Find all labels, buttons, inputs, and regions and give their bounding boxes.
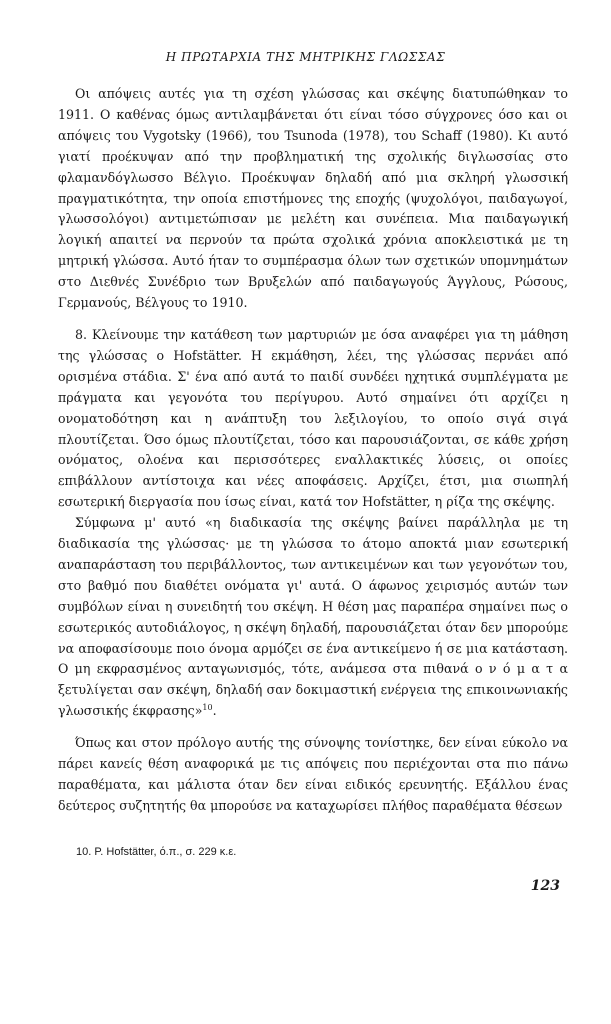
footnote: 10. P. Hofstätter, ό.π., σ. 229 κ.ε. xyxy=(76,846,237,858)
paragraph-3: Σύμφωνα μ' αυτό «η διαδικασία της σκέψης βαίνει παράλληλα με τη διαδικασία της γλώσσας· με τη γλώσσα το άτομο αποκτά μιαν εσωτερική αναπαράσταση του περιβάλλοντος, των αντικειμένων και των γεγονότων του, στο βαθμό που διαθέτει ονόματα γι' αυτά. Ο άφωνος χειρισμός αυτών των συμβόλων είναι η συνειδητή του σκέψη. Η θέση μας παραπέρα σημαίνει πως ο εσωτερικός αυτοδιάλογος, η σκέψη δηλαδή, παρουσιάζεται όταν δεν μπορούμε να αποφασίσουμε ποιο όνομα αρμόζει σε ένα αντικείμενο ή σε μια κατάσταση. Ο μη εκφρασμένος ανταγωνισμός, τότε, ανάμεσα στα πιθανά ο ν ό μ α τ α ξετυλίγεται σαν σκέψη, δηλαδή σαν δοκιμαστική ενέργεια της επικοινωνιακής γλωσσικής έκφρασης»$^{10}$. xyxy=(58,515,568,719)
paragraph-1: Οι απόψεις αυτές για τη σχέση γλώσσας και σκέψης διατυπώθηκαν το 1911. Ο καθένας όμως αντιλαμβάνεται ότι είναι τόσο σύγχρονες όσο και οι απόψεις του Vygotsky (1966), του Tsunoda (1978), του Schaff (1980). Κι αυτό γιατί προέκυψαν από την προβληματική της σχολικής διγλωσσίας στο φλαμανδόγλωσσο Βέλγιο. Προέκυψαν δηλαδή από μια σκληρή γλωσσική πραγματικότητα, την οποία επιστήμονες της εποχής (ψυχολόγοι, παιδαγωγοί, γλωσσολόγοι) αντιμετώπισαν με μελέτη και συνέπεια. Μια παιδαγωγική λογική απαιτεί να περνούν τα πρώτα σχολικά χρόνια αποκλειστικά με τη μητρική γλώσσα. Αυτό ήταν το συμπέρασμα όλων των σχετικών υπομνημάτων στο Διεθνές Συνέδριο των Βρυξελών από παιδαγωγούς Άγγλους, Ρώσους, Γερμανούς, Βέλγους το 1910. xyxy=(58,86,568,311)
body-text xyxy=(58,84,568,817)
running-head: Η ΠΡΩΤΑΡΧΙΑ ΤΗΣ ΜΗΤΡΙΚΗΣ ΓΛΩΣΣΑΣ xyxy=(165,50,446,64)
paragraph-4: Όπως και στον πρόλογο αυτής της σύνοψης τονίστηκε, δεν είναι εύκολο να πάρει κανείς θέση αναφορικά με τις απόψεις που περιέχονται στα πιο πάνω παραθέματα, και μάλιστα όταν δεν είναι ειδικός ερευνητής. Εξάλλου ένας δεύτερος συζητητής θα μπορούσε να καταχωρίσει πλήθος παραθέματα θέσεων xyxy=(58,735,568,813)
paragraph-2: 8. Κλείνουμε την κατάθεση των μαρτυριών με όσα αναφέρει για τη μάθηση της γλώσσας ο Hofstätter. Η εκμάθηση, λέει, της γλώσσας περνάει από ορισμένα στάδια. Σ' ένα από αυτά το παιδί συνδέει ηχητικά συμπλέγματα με πράγματα και γεγονότα του περίγυρου. Αυτό σημαίνει ότι αρχίζει η ονοματοδότηση και η ανάπτυξη του λεξιλογίου, το οποίο σιγά σιγά πλουτίζεται. Όσο όμως πλουτίζεται, τόσο και παρουσιάζονται, σε κάθε χρήση ονόματος, ολοένα και περισσότερες εναλλακτικές λύσεις, οι οποίες επιβάλλουν αντίστοιχα και νέες αποφάσεις. Αρχίζει, έτσι, μια σιωπηλή εσωτερική διεργασία που ίσως είναι, κατά τον Hofstätter, η ρίζα της σκέψης. xyxy=(58,326,568,510)
footnote-reference: 10 xyxy=(202,703,213,713)
paragraph-3-text: Σύμφωνα μ' αυτό «η διαδικασία της σκέψης βαίνει παράλληλα με τη διαδικασία της γλώσσας· με τη γλώσσα το άτομο αποκτά μιαν εσωτερική αναπαράσταση του περιβάλλοντος, των αντικειμένων και των γεγονότων του, στο βαθμό που διαθέτει ονόματα γι' αυτά. Ο άφωνος χειρισμός αυτών των συμβόλων είναι η συνειδητή του σκέψη. Η θέση μας παραπέρα σημαίνει πως ο εσωτερικός αυτοδιάλογος, η σκέψη δηλαδή, παρουσιάζεται όταν δεν μπορούμε να αποφασίσουμε ποιο όνομα αρμόζει σε ένα αντικείμενο ή σε μια κατάσταση. Ο μη εκφρασμένος ανταγωνισμός, τότε, ανάμεσα στα πιθανά ο ν ό μ α τ α ξετυλίγεται σαν σκέψη, δηλαδή σαν δοκιμαστική ενέργεια της επικοινωνιακής γλωσσικής έκφρασης» xyxy=(58,515,568,719)
page-number: 123 xyxy=(530,878,560,894)
